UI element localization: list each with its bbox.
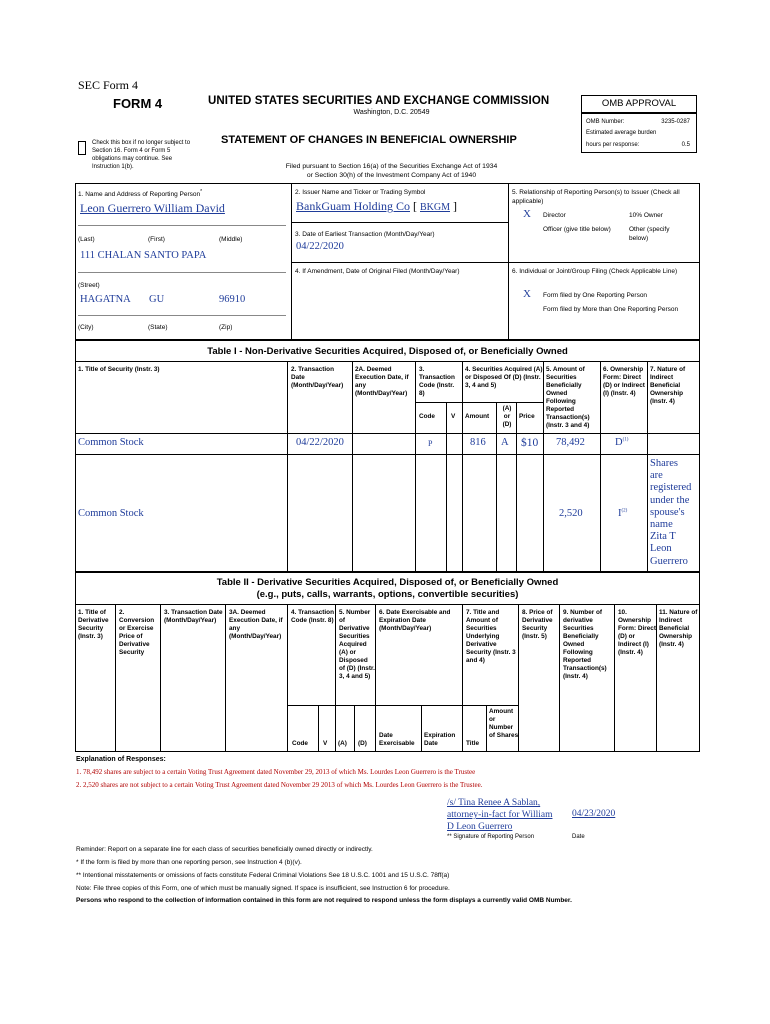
t1-row1-aord: A: [501, 437, 509, 448]
omb-title-box: [581, 95, 697, 113]
state-label: (State): [148, 324, 168, 331]
t2-col-nature: 11. Nature of Indirect Beneficial Ownership (Instr. 4): [659, 609, 698, 648]
t1-sub-v: V: [451, 413, 456, 420]
box2-label: 2. Issuer Name and Ticker or Trading Symbol: [295, 189, 426, 196]
statement-title: STATEMENT OF CHANGES IN BENEFICIAL OWNERSHIP: [221, 134, 517, 146]
first-label: (First): [148, 236, 165, 243]
doc-caption: SEC Form 4: [78, 78, 139, 92]
state-value: GU: [149, 294, 165, 305]
street-label: (Street): [78, 282, 100, 289]
table1-title: Table I - Non-Derivative Securities Acquired, Disposed of, or Beneficially Owned: [207, 346, 568, 357]
issuer-line: BankGuam Holding Co [ BKGM ]: [296, 199, 458, 213]
t1-row1-date: 04/22/2020: [296, 437, 344, 448]
t2-col-date: 3. Transaction Date (Month/Day/Year): [164, 609, 223, 624]
t1-sub-price: Price: [519, 413, 535, 420]
t1-col-code: 3. Transaction Code (Instr. 8): [419, 366, 455, 397]
t1-row1-title: Common Stock: [78, 437, 144, 448]
last-label: (Last): [78, 236, 95, 243]
t2-sub-title: Title: [466, 740, 480, 747]
t1-row2-nature: Shares are registered under the spouse's name Zita T Leon Guerrero: [650, 458, 692, 567]
other-label: Other (specify below): [629, 226, 670, 242]
omb-details-box: [581, 113, 697, 153]
t1-row2-owned: 2,520: [559, 508, 583, 519]
issuer-name[interactable]: BankGuam Holding Co: [296, 199, 410, 213]
section16-checkbox[interactable]: [78, 141, 86, 155]
omb-burden-label: Estimated average burden: [586, 130, 657, 136]
omb-hours-label: hours per response:: [586, 142, 640, 148]
t1-sub-amount: Amount: [465, 413, 490, 420]
t1-sub-code: Code: [419, 413, 435, 420]
box1-label: 1. Name and Address of Reporting Person*: [78, 189, 203, 199]
t1-col-deemed: 2A. Deemed Execution Date, if any (Month/Day/Year): [355, 366, 409, 397]
t1-col-form: 6. Ownership Form: Direct (D) or Indirect (I) (Instr. 4): [603, 366, 645, 397]
t1-row1-owned: 78,492: [556, 437, 585, 448]
commission-city: Washington, D.C. 20549: [353, 109, 430, 116]
t1-row1-amount: 816: [470, 437, 486, 448]
t2-sub-amount: Amount or Number of Shares: [489, 708, 519, 739]
ticker-symbol[interactable]: BKGM: [420, 202, 451, 213]
t1-col-date: 2. Transaction Date (Month/Day/Year): [291, 366, 344, 389]
reporting-person-name[interactable]: Leon Guerrero William David: [80, 201, 225, 215]
t2-col-code: 4. Transaction Code (Instr. 8): [291, 609, 334, 624]
t2-col-price: 8. Price of Derivative Security (Instr. 5): [522, 609, 553, 640]
form-filed-one: Form filed by One Reporting Person: [543, 292, 648, 299]
omb-number-value: 3235-0287: [661, 119, 690, 125]
explanation-heading: Explanation of Responses:: [76, 756, 166, 763]
footer-reminder: Reminder: Report on a separate line for each class of securities beneficially owned directly or indirectly.: [76, 846, 373, 853]
box5-label: 5. Relationship of Reporting Person(s) to Issuer (Check all applicable): [512, 189, 680, 205]
footer-double-star: ** Intentional misstatements or omissions of facts constitute Federal Criminal Violations See 18 U.S.C. 1001 and 15 U.S.C. 78ff(a): [76, 872, 450, 879]
t2-col-title: 1. Title of Derivative Security (Instr. 3): [78, 609, 109, 640]
director-label: Director: [543, 212, 566, 219]
commission-title: UNITED STATES SECURITIES AND EXCHANGE COMMISSION: [208, 95, 550, 107]
city-value: HAGATNA: [80, 294, 131, 305]
footnote-ref-1[interactable]: (1): [622, 437, 629, 443]
t2-sub-a: (A): [338, 740, 347, 747]
footer-omb-notice: Persons who respond to the collection of information contained in this form are not required to respond unless the form displays a currently valid OMB Number.: [76, 897, 572, 904]
t2-col-deemed: 3A. Deemed Execution Date, if any (Month/Day/Year): [229, 609, 283, 640]
t2-col-conversion: 2. Conversion or Exercise Price of Derivative Security: [119, 609, 155, 656]
t1-row1-code: P: [428, 439, 433, 448]
omb-title: OMB APPROVAL: [601, 98, 677, 109]
t2-sub-d: (D): [358, 740, 367, 747]
t1-col-nature: 7. Nature of Indirect Beneficial Ownership (Instr. 4): [650, 366, 686, 405]
signature-date-label: Date: [572, 834, 585, 840]
filed-line-2: or Section 30(h) of the Investment Company Act of 1940: [306, 171, 477, 179]
footnote-ref-2[interactable]: (2): [621, 508, 628, 514]
officer-label: Officer (give title below): [543, 226, 611, 233]
t1-row2-form: $I^{(2)}$: [618, 508, 628, 519]
t1-row1-price: $10: [521, 437, 539, 449]
signature-label: ** Signature of Reporting Person: [447, 834, 535, 840]
t1-col-securities: 4. Securities Acquired (A) or Disposed Of (D) (Instr. 3, 4 and 5): [465, 366, 543, 389]
earliest-transaction-date: 04/22/2020: [296, 241, 344, 252]
filed-line-1: Filed pursuant to Section 16(a) of the Securities Exchange Act of 1934: [285, 163, 498, 170]
director-check-mark[interactable]: X: [523, 208, 531, 220]
t2-col-form: 10. Ownership Form: Direct (D) or Indirect (I) (Instr. 4): [618, 609, 656, 656]
middle-label: (Middle): [219, 236, 243, 243]
t1-col-owned: 5. Amount of Securities Beneficially Owned Following Reported Transaction(s) (Instr. 3 and 4): [546, 366, 590, 429]
form-filed-multi: Form filed by More than One Reporting Person: [543, 306, 679, 313]
street-value: 111 CHALAN SANTO PAPA: [80, 250, 207, 261]
explanation-note-2: 2. 2,520 shares are not subject to a certain Voting Trust Agreement dated November 29 2013 of which Ms. Lourdes Leon Guerrero is the Trustee.: [76, 781, 483, 789]
signature-name: /s/ Tina Renee A Sablan, attorney-in-fact for William D Leon Guerrero: [447, 798, 553, 833]
t2-sub-date-exercisable: Date Exercisable: [379, 732, 415, 747]
footer-star: * If the form is filed by more than one reporting person, see Instruction 4 (b)(v).: [76, 859, 302, 866]
zip-label: (Zip): [219, 324, 233, 331]
city-label: (City): [78, 324, 94, 331]
footer-note: Note: File three copies of this Form, one of which must be manually signed. If space is insufficient, see Instruction 6 for procedure.: [76, 885, 450, 892]
t2-col-number: 5. Number of Derivative Securities Acquired (A) or Disposed of (D) (Instr. 3, 4 and 5): [339, 609, 375, 680]
one-person-check-mark[interactable]: X: [523, 288, 531, 300]
t2-sub-v: V: [323, 740, 328, 747]
box6-label: 6. Individual or Joint/Group Filing (Check Applicable Line): [512, 268, 678, 275]
t1-sub-aord: (A) or (D): [502, 405, 512, 428]
section16-checkbox-text: Check this box if no longer subject to Section 16. Form 4 or Form 5 obligations may continue. See Instruction 1(b).: [92, 140, 191, 170]
t1-col-title: 1. Title of Security (Instr. 3): [78, 366, 160, 373]
t1-row2-title: Common Stock: [78, 508, 144, 519]
t1-row1-form: $D^{(1)}$: [615, 437, 629, 448]
t2-sub-expiration: Expiration Date: [424, 732, 456, 747]
omb-hours-value: 0.5: [681, 142, 690, 148]
ten-percent-owner-label: 10% Owner: [629, 212, 663, 219]
explanation-note-1: 1. 78,492 shares are subject to a certain Voting Trust Agreement dated November 29, 2013 of which Ms. Lourdes Leon Guerrero is the Trustee: [76, 768, 476, 776]
zip-value: 96910: [219, 294, 246, 305]
table2-title: Table II - Derivative Securities Acquired, Disposed of, or Beneficially Owned (e.g., puts, calls, warrants, options, convertible securities): [216, 577, 559, 600]
filed-pursuant: [210, 163, 573, 180]
omb-number-label: OMB Number:: [586, 119, 625, 125]
t2-col-exercisable: 6. Date Exercisable and Expiration Date (Month/Day/Year): [379, 609, 451, 632]
box4-label: 4. If Amendment, Date of Original Filed (Month/Day/Year): [295, 268, 460, 275]
box3-label: 3. Date of Earliest Transaction (Month/Day/Year): [295, 231, 435, 238]
signature-date: 04/23/2020: [572, 809, 616, 819]
t2-col-underlying: 7. Title and Amount of Securities Underlying Derivative Security (Instr. 3 and 4): [466, 609, 516, 664]
t2-sub-code: Code: [292, 740, 308, 747]
form-label: FORM 4: [113, 96, 163, 111]
t2-col-owned: 9. Number of derivative Securities Beneficially Owned Following Reported Transaction(s) (Instr. 4): [563, 609, 607, 680]
